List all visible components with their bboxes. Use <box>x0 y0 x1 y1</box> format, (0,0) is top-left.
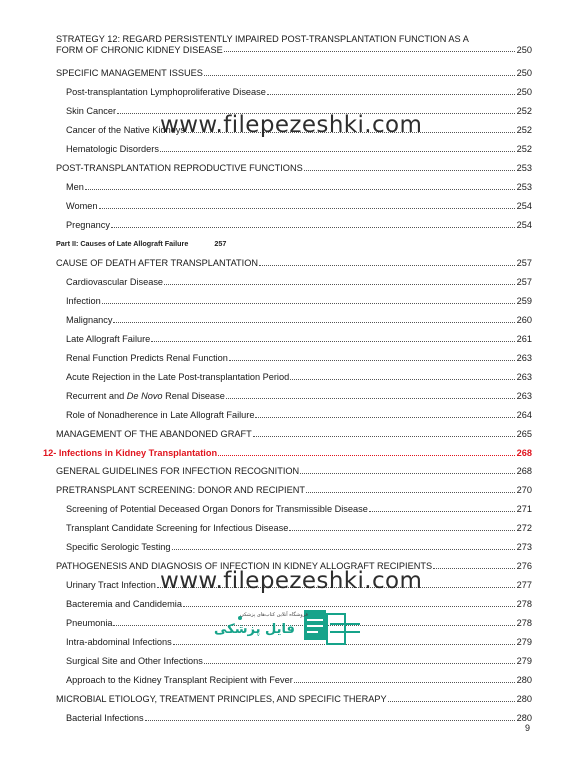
dot-leader <box>369 511 515 512</box>
toc-entry-page: 270 <box>516 485 532 495</box>
toc-entry-text: Late Allograft Failure <box>66 334 151 344</box>
toc-entry-text: Pneumonia <box>66 618 113 628</box>
toc-entry-page: 261 <box>516 334 532 344</box>
watermark-text: www.filepezeshki.com <box>160 568 423 594</box>
dot-leader <box>164 284 515 285</box>
toc-entry[interactable] <box>66 200 532 212</box>
toc-entry-text: PATHOGENESIS AND DIAGNOSIS OF INFECTION IN KIDNEY ALLOGRAFT RECIPIENTS <box>56 561 433 571</box>
toc-entry[interactable] <box>66 333 532 345</box>
toc-entry-strategy-12 <box>56 34 532 55</box>
watermark-logo <box>200 608 365 652</box>
dot-leader <box>259 265 515 266</box>
dot-leader <box>255 417 514 418</box>
dot-leader <box>388 701 515 702</box>
part-heading-page: 257 <box>214 239 227 248</box>
toc-entry[interactable] <box>66 295 532 307</box>
toc-entry-page: 279 <box>516 656 532 666</box>
toc-entry[interactable] <box>66 86 532 98</box>
toc-entry[interactable] <box>66 371 532 383</box>
toc-entry-page: 259 <box>516 296 532 306</box>
toc-entry-text <box>66 390 225 402</box>
dot-leader <box>151 341 514 342</box>
page-number: 9 <box>525 723 531 733</box>
toc-entry-text: Cardiovascular Disease <box>66 277 164 287</box>
toc-entry[interactable] <box>66 541 532 553</box>
toc-entry-text: Malignancy <box>66 315 113 325</box>
dot-leader <box>204 75 515 76</box>
toc-chapter-heading[interactable] <box>43 447 532 459</box>
dot-leader <box>204 663 515 664</box>
toc-entry[interactable] <box>66 390 532 402</box>
toc-entry-text: Surgical Site and Other Infections <box>66 656 203 666</box>
toc-entry[interactable] <box>66 314 532 326</box>
dot-leader <box>433 568 515 569</box>
toc-entry-text: Role of Nonadherence in Late Allograft Failure <box>66 410 255 420</box>
dot-leader <box>294 682 515 683</box>
toc-entry[interactable] <box>56 257 532 269</box>
toc-entry-page: 268 <box>516 448 532 458</box>
toc-entry-page: 263 <box>516 391 532 401</box>
toc-entry[interactable] <box>56 693 532 705</box>
dot-leader <box>111 227 515 228</box>
toc-entry-page: 264 <box>516 410 532 420</box>
toc-entry-page: 278 <box>516 618 532 628</box>
dot-leader <box>102 303 515 304</box>
dot-leader <box>145 720 515 721</box>
toc-entry-page: 250 <box>516 87 532 97</box>
toc-entry-page: 250 <box>516 68 532 78</box>
toc-entry-text: Men <box>66 182 84 192</box>
toc-entry-page: 279 <box>516 637 532 647</box>
toc-entry-text-italic: De Novo <box>126 391 163 401</box>
toc-entry-text: Post-transplantation Lymphoproliferative Disease <box>66 87 266 97</box>
toc-entry[interactable] <box>66 522 532 534</box>
dot-leader <box>113 322 514 323</box>
dot-leader <box>226 398 515 399</box>
toc-entry-text: 12- Infections in Kidney Transplantation <box>43 448 218 458</box>
dot-leader <box>306 492 515 493</box>
toc-entry-page: 273 <box>516 542 532 552</box>
toc-entry-text: Transplant Candidate Screening for Infectious Disease <box>66 523 289 533</box>
toc-entry-page: 254 <box>516 220 532 230</box>
toc-entry-text: Bacterial Infections <box>66 713 144 723</box>
toc-entry-page: 263 <box>516 372 532 382</box>
toc-entry-page: 268 <box>516 466 532 476</box>
toc-entry[interactable] <box>56 465 532 477</box>
toc-entry-text: Intra-abdominal Infections <box>66 637 172 647</box>
toc-entry[interactable] <box>56 67 532 79</box>
toc-entry-text: Screening of Potential Deceased Organ Donors for Transmissible Disease <box>66 504 368 514</box>
toc-entry-page: 263 <box>516 353 532 363</box>
toc-entry-page: 280 <box>516 675 532 685</box>
toc-entry-text: POST-TRANSPLANTATION REPRODUCTIVE FUNCTIONS <box>56 163 303 173</box>
dot-leader <box>99 208 515 209</box>
toc-entry-page: 250 <box>516 44 532 55</box>
toc-entry-text: Bacteremia and Candidemia <box>66 599 182 609</box>
dot-leader <box>183 606 515 607</box>
part-heading-label: Part II: Causes of Late Allograft Failure <box>56 239 189 248</box>
toc-entry[interactable] <box>66 276 532 288</box>
toc-entry-text-suffix: Renal Disease <box>162 391 225 401</box>
toc-entry-page: 257 <box>516 258 532 268</box>
dot-leader <box>289 530 514 531</box>
toc-entry-text: Approach to the Kidney Transplant Recipient with Fever <box>66 675 293 685</box>
dot-leader <box>85 189 515 190</box>
toc-entry-text: Skin Cancer <box>66 106 117 116</box>
toc-entry[interactable] <box>66 674 532 686</box>
toc-entry-page: 280 <box>516 713 532 723</box>
part-heading <box>56 239 226 248</box>
toc-entry-page: 260 <box>516 315 532 325</box>
toc-entry-page: 252 <box>516 106 532 116</box>
toc-entry-text: MANAGEMENT OF THE ABANDONED GRAFT <box>56 429 252 439</box>
dot-leader <box>172 549 515 550</box>
toc-entry[interactable] <box>66 352 532 364</box>
toc-entry-text: MICROBIAL ETIOLOGY, TREATMENT PRINCIPLES, AND SPECIFIC THERAPY <box>56 694 387 704</box>
toc-entry-text: Urinary Tract Infection <box>66 580 156 590</box>
watermark-text: www.filepezeshki.com <box>160 112 423 138</box>
toc-entry-page: 271 <box>516 504 532 514</box>
toc-entry[interactable] <box>66 712 532 724</box>
toc-entry[interactable] <box>56 162 532 174</box>
toc-entry-text: GENERAL GUIDELINES FOR INFECTION RECOGNITION <box>56 466 300 476</box>
toc-entry-page: 257 <box>516 277 532 287</box>
dot-leader <box>229 360 515 361</box>
logo-text: فایل پزشکی <box>214 622 295 637</box>
toc-entry[interactable] <box>66 219 532 231</box>
toc-entry-page: 277 <box>516 580 532 590</box>
logo-subtext: فروشگاه آنلاین کتاب‌های پزشکی <box>240 612 308 618</box>
toc-entry-text: Cancer of the Native Kidneys <box>66 125 185 135</box>
dot-leader <box>304 170 515 171</box>
toc-entry[interactable] <box>66 409 532 421</box>
toc-entry-page: 252 <box>516 144 532 154</box>
toc-entry-text-prefix: Recurrent and <box>66 391 127 401</box>
dot-leader <box>218 455 515 456</box>
toc-entry-text: Hematologic Disorders <box>66 144 159 154</box>
toc-entry-page: 265 <box>516 429 532 439</box>
dot-leader <box>300 473 515 474</box>
toc-entry[interactable] <box>66 655 532 667</box>
toc-entry-page: 254 <box>516 201 532 211</box>
toc-entry-page: 278 <box>516 599 532 609</box>
dot-leader <box>290 379 514 380</box>
toc-entry-page: 252 <box>516 125 532 135</box>
toc-entry[interactable] <box>66 503 532 515</box>
toc-entry-page: 272 <box>516 523 532 533</box>
toc-entry-text: Women <box>66 201 98 211</box>
dot-leader <box>253 436 515 437</box>
toc-entry-text-line1: STRATEGY 12: REGARD PERSISTENTLY IMPAIRED POST-TRANSPLANTATION FUNCTION AS A <box>56 34 469 44</box>
toc-entry[interactable] <box>66 143 532 155</box>
dot-leader <box>224 51 515 52</box>
toc-entry-text: SPECIFIC MANAGEMENT ISSUES <box>56 68 203 78</box>
toc-entry-page: 280 <box>516 694 532 704</box>
toc-entry-text: Specific Serologic Testing <box>66 542 171 552</box>
toc-entry-text: Infection <box>66 296 101 306</box>
toc-entry-text-line2: FORM OF CHRONIC KIDNEY DISEASE <box>56 44 223 55</box>
toc-entry-text: Pregnancy <box>66 220 110 230</box>
dot-leader <box>160 151 515 152</box>
dot-leader <box>267 94 515 95</box>
toc-entry-page: 253 <box>516 163 532 173</box>
toc-entry[interactable] <box>56 484 532 496</box>
toc-entry-page: 276 <box>516 561 532 571</box>
toc-entry-text: PRETRANSPLANT SCREENING: DONOR AND RECIPIENT <box>56 485 305 495</box>
toc-entry[interactable] <box>56 428 532 440</box>
toc-entry-text: Acute Rejection in the Late Post-transplantation Period <box>66 372 290 382</box>
toc-entry-text: Renal Function Predicts Renal Function <box>66 353 228 363</box>
toc-entry[interactable] <box>66 181 532 193</box>
toc-entry-text: CAUSE OF DEATH AFTER TRANSPLANTATION <box>56 258 258 268</box>
toc-entry-page: 253 <box>516 182 532 192</box>
